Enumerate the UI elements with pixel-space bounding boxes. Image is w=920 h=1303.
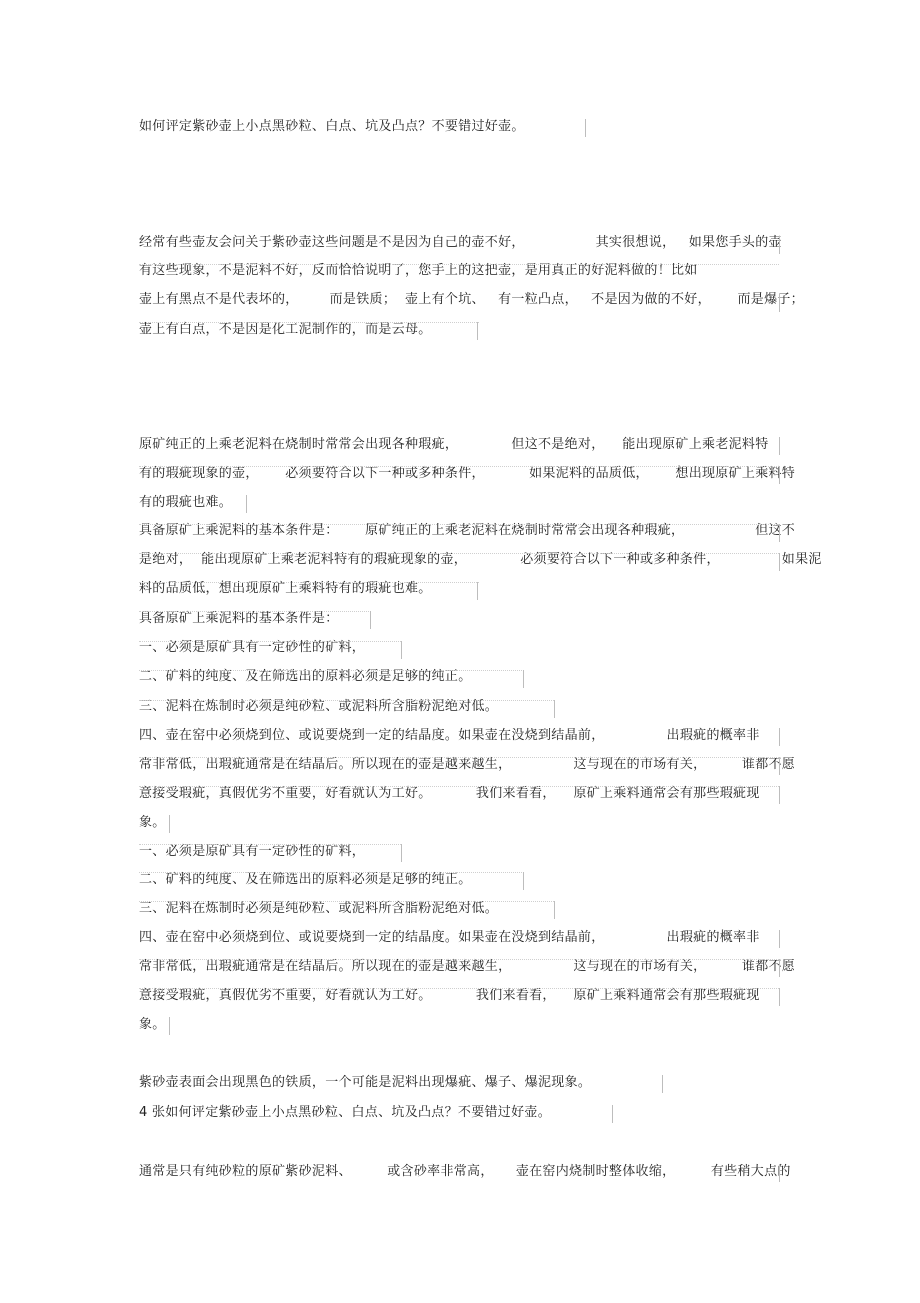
para2-line-20: 意接受瑕疵，真假优劣不重要，好看就认为工好。 我们来看看， 原矿上乘料通常会有那些瑕疵现 [139,988,760,1003]
para2-line-11: 四、壶在窑中必须烧到位、或说要烧到一定的结晶度。如果壶在没烧到结晶前， 出瑕疵的概率非 [139,728,760,743]
guide-line [139,524,779,525]
guide-bar [779,553,780,571]
guide-bar [169,1017,170,1035]
guide-bar [523,670,524,688]
guide-bar [779,728,780,746]
para1-line-2: 有这些现象，不是泥料不好，反而恰恰说明了，您手上的这把壶，是用真正的好泥料做的！比如 [139,263,698,278]
para2-line-10: 三、泥料在炼制时必须是纯砂粒、或泥料所含脂粉泥绝对低。 [139,699,499,714]
guide-bar [585,119,586,137]
guide-line [139,700,554,701]
guide-line [139,786,779,787]
guide-bar [779,1164,780,1182]
guide-bar [779,524,780,542]
guide-line [139,611,371,612]
guide-bar [401,844,402,862]
para1-line-3: 壶上有黑点不是代表坏的， 而是铁质； 壶上有个坑、 有一粒凸点， 不是因为做的不好， 而是爆子； [139,292,804,307]
guide-bar [779,236,780,254]
para2-line-4: 具备原矿上乘泥料的基本条件是： 原矿纯正的上乘老泥料在烧制时常常会出现各种瑕疵， 但这不 [139,523,796,538]
guide-bar [370,611,371,629]
para2-line-13: 意接受瑕疵，真假优劣不重要，好看就认为工好。 我们来看看， 原矿上乘料通常会有那些瑕疵现 [139,786,760,801]
guide-line [139,641,401,642]
guide-line [139,322,479,323]
guide-bar [662,1075,663,1093]
guide-bar [401,641,402,659]
para2-line-6: 料的品质低，想出现原矿上乘料特有的瑕疵也难。 [139,581,432,596]
guide-bar [246,495,247,513]
para2-line-3: 有的瑕疵也难。 [139,495,233,510]
guide-line [139,582,479,583]
para2-line-1: 原矿纯正的上乘老泥料在烧制时常常会出现各种瑕疵， 但这不是绝对， 能出现原矿上乘老泥料特 [139,437,769,452]
guide-line [139,264,779,265]
guide-line [139,670,524,671]
document-title: 如何评定紫砂壶上小点黑砂粒、白点、坑及凸点？不要错过好壶。 [139,119,525,134]
guide-line [139,959,779,960]
para3-line-1: 紫砂壶表面会出现黑色的铁质，一个可能是泥料出现爆疵、爆子、爆泥现象。 [139,1075,592,1090]
guide-bar [779,466,780,484]
guide-line [139,872,524,873]
para2-line-15: 一、必须是原矿具有一定砂性的矿料， [139,844,366,859]
guide-bar [779,294,780,312]
guide-bar [477,322,478,340]
para4-line-1: 通常是只有纯砂粒的原矿紫砂泥料、 或含砂率非常高， 壶在窑内烧制时整体收缩， 有些稍大点的 [139,1164,791,1179]
guide-bar [612,1105,613,1123]
guide-bar [523,872,524,890]
para2-line-9: 二、矿料的纯度、及在筛选出的原料必须是足够的纯正。 [139,669,472,684]
para2-line-14: 象。 [139,815,166,830]
guide-line [139,988,779,989]
para2-line-12: 常非常低，出瑕疵通常是在结晶后。所以现在的壶是越来越生， 这与现在的市场有关， 谁都不愿 [139,757,796,772]
para3-line-2: 4 张如何评定紫砂壶上小点黑砂粒、白点、坑及凸点？不要错过好壶。 [139,1105,552,1120]
guide-bar [779,959,780,977]
para2-line-7: 具备原矿上乘泥料的基本条件是： [139,611,339,626]
guide-bar [477,582,478,600]
guide-line [139,757,779,758]
para1-line-4: 壶上有白点，不是因是化工泥制作的，而是云母。 [139,322,432,337]
guide-line [139,901,554,902]
guide-line [139,844,401,845]
guide-bar [779,786,780,804]
para2-line-19: 常非常低，出瑕疵通常是在结晶后。所以现在的壶是越来越生， 这与现在的市场有关， 谁都不愿 [139,959,796,974]
guide-bar [779,757,780,775]
guide-bar [779,437,780,455]
para2-line-2: 有的瑕疵现象的壶， 必须要符合以下一种或多种条件， 如果泥料的品质低， 想出现原矿上乘料特 [139,466,796,481]
para1-line-1: 经常有些壶友会问关于紫砂壶这些问题是不是因为自己的壶不好， 其实很想说， 如果您手头的壶 [139,235,782,250]
guide-bar [554,901,555,919]
guide-line [139,466,779,467]
para2-line-8: 一、必须是原矿具有一定砂性的矿料， [139,640,366,655]
guide-line [139,553,779,554]
guide-bar [169,815,170,833]
para2-line-18: 四、壶在窑中必须烧到位、或说要烧到一定的结晶度。如果壶在没烧到结晶前， 出瑕疵的概率非 [139,930,760,945]
guide-bar [779,930,780,948]
guide-bar [554,700,555,718]
guide-bar [779,988,780,1006]
para2-line-17: 三、泥料在炼制时必须是纯砂粒、或泥料所含脂粉泥绝对低。 [139,901,499,916]
para2-line-21: 象。 [139,1017,166,1032]
para2-line-5: 是绝对， 能出现原矿上乘老泥料特有的瑕疵现象的壶， 必须要符合以下一种或多种条件， 如果泥 [139,552,822,567]
para2-line-16: 二、矿料的纯度、及在筛选出的原料必须是足够的纯正。 [139,872,472,887]
